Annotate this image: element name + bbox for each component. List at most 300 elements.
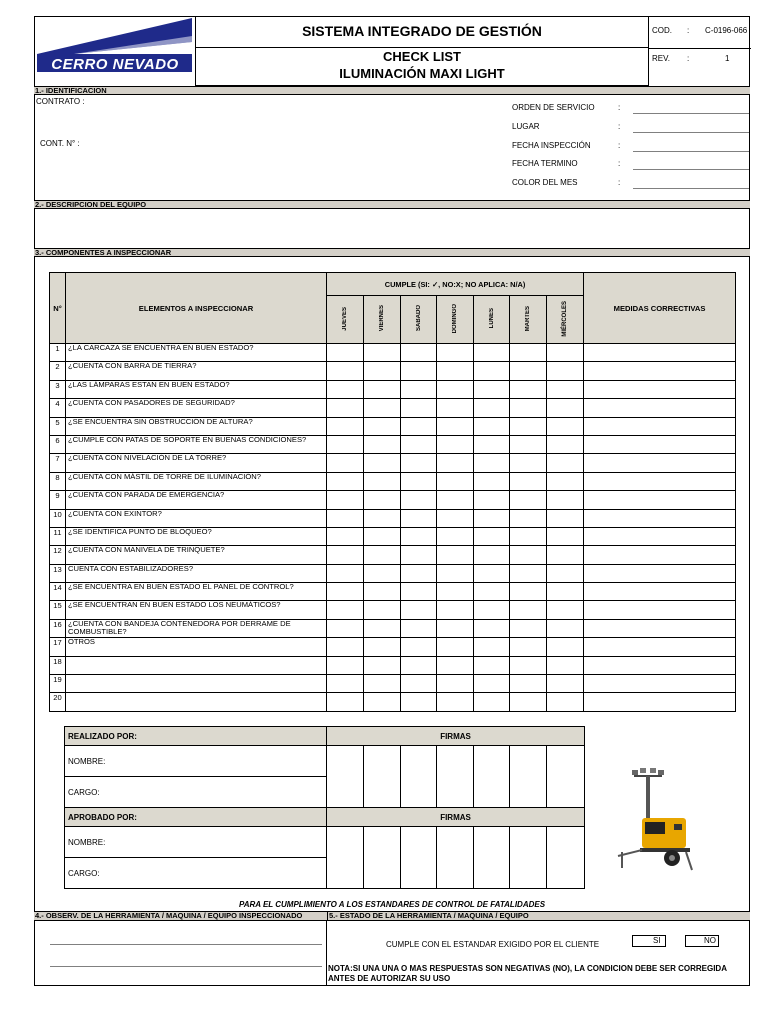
corrective-measure-cell[interactable] [584, 693, 736, 711]
day-check-cell[interactable] [474, 638, 510, 656]
day-check-cell[interactable] [547, 399, 584, 417]
day-check-cell[interactable] [364, 564, 401, 582]
field-label: FECHA INSPECCIÓN [512, 141, 591, 150]
signature-cell[interactable] [327, 746, 364, 808]
day-check-cell[interactable] [327, 362, 364, 380]
day-check-cell[interactable] [437, 638, 474, 656]
day-check-cell[interactable] [510, 546, 547, 564]
contrato-label: CONTRATO : [36, 97, 85, 106]
code-box [648, 16, 750, 86]
day-label: DOMINGO [452, 303, 458, 334]
table-row [50, 399, 736, 417]
table-row [50, 454, 736, 472]
day-check-cell[interactable] [401, 675, 437, 693]
day-check-cell[interactable] [401, 527, 437, 545]
day-check-cell[interactable] [547, 619, 584, 637]
day-check-cell[interactable] [510, 491, 547, 509]
corrective-measure-cell[interactable] [584, 527, 736, 545]
table-row [50, 546, 736, 564]
day-check-cell[interactable] [547, 601, 584, 619]
day-check-cell[interactable] [401, 546, 437, 564]
field-label: COLOR DEL MES [512, 178, 578, 187]
day-check-cell[interactable] [401, 638, 437, 656]
logo-text: CERRO NEVADO [51, 56, 179, 73]
col-elements-header: ELEMENTOS A INSPECCIONAR [66, 273, 327, 344]
day-check-cell[interactable] [327, 601, 364, 619]
day-header [327, 296, 364, 344]
day-check-cell[interactable] [510, 527, 547, 545]
day-check-cell[interactable] [510, 344, 547, 362]
table-row [50, 509, 736, 527]
section1-title: 1.- IDENTIFICACION [34, 86, 750, 95]
item-number: 9 [50, 491, 66, 509]
signature-cell[interactable] [437, 827, 474, 889]
col-n-header: N° [50, 273, 66, 344]
signature-cell[interactable] [327, 827, 364, 889]
day-header [474, 296, 510, 344]
corrective-measure-cell[interactable] [584, 362, 736, 380]
item-number: 14 [50, 583, 66, 601]
system-title: SISTEMA INTEGRADO DE GESTIÓN [196, 16, 648, 48]
day-header [510, 296, 547, 344]
field-input-line[interactable] [633, 132, 749, 133]
day-check-cell[interactable] [474, 472, 510, 490]
day-check-cell[interactable] [437, 619, 474, 637]
item-text: ¿CUENTA CON PASADORES DE SEGURIDAD? [66, 399, 327, 417]
corrective-measure-cell[interactable] [584, 491, 736, 509]
item-text: ¿CUENTA CON NIVELACIÓN DE LA TORRE? [66, 454, 327, 472]
day-check-cell[interactable] [364, 527, 401, 545]
table-row [50, 435, 736, 453]
day-check-cell[interactable] [474, 417, 510, 435]
footer-divider [326, 921, 327, 986]
day-check-cell[interactable] [327, 546, 364, 564]
day-check-cell[interactable] [327, 527, 364, 545]
day-check-cell[interactable] [327, 583, 364, 601]
day-header [401, 296, 437, 344]
day-check-cell[interactable] [437, 675, 474, 693]
corrective-measure-cell[interactable] [584, 454, 736, 472]
light-tower-image [612, 756, 708, 892]
item-number: 17 [50, 638, 66, 656]
day-check-cell[interactable] [327, 417, 364, 435]
day-label: MIÉRCOLES [562, 300, 569, 337]
day-check-cell[interactable] [327, 399, 364, 417]
item-number: 13 [50, 564, 66, 582]
day-check-cell[interactable] [510, 583, 547, 601]
day-check-cell[interactable] [510, 693, 547, 711]
day-check-cell[interactable] [364, 583, 401, 601]
table-row [50, 527, 736, 545]
day-check-cell[interactable] [547, 546, 584, 564]
day-label: MARTES [525, 305, 531, 332]
signature-cell[interactable] [547, 827, 585, 889]
day-check-cell[interactable] [547, 527, 584, 545]
day-check-cell[interactable] [401, 454, 437, 472]
day-check-cell[interactable] [364, 656, 401, 674]
day-check-cell[interactable] [474, 546, 510, 564]
item-number: 19 [50, 675, 66, 693]
day-check-cell[interactable] [364, 417, 401, 435]
logo-mountain-icon [34, 16, 196, 86]
day-check-cell[interactable] [474, 454, 510, 472]
day-check-cell[interactable] [437, 344, 474, 362]
item-number: 12 [50, 546, 66, 564]
day-check-cell[interactable] [364, 362, 401, 380]
field-input-line[interactable] [633, 151, 749, 152]
day-check-cell[interactable] [547, 564, 584, 582]
day-check-cell[interactable] [327, 380, 364, 398]
aprobado-cargo[interactable]: CARGO: [65, 858, 327, 889]
col-medidas-header: MEDIDAS CORRECTIVAS [584, 273, 736, 344]
day-check-cell[interactable] [510, 454, 547, 472]
cod-label: COD. [652, 26, 672, 35]
item-number: 20 [50, 693, 66, 711]
table-row [50, 693, 736, 711]
day-check-cell[interactable] [327, 472, 364, 490]
no-label: NO [704, 936, 716, 945]
field-separator: : [618, 141, 621, 150]
item-text: ¿CUENTA CON MANIVELA DE TRINQUETE? [66, 546, 327, 564]
realizado-nombre[interactable]: NOMBRE: [65, 746, 327, 777]
rev-label: REV. [652, 54, 670, 63]
field-label: FECHA TERMINO [512, 159, 578, 168]
day-check-cell[interactable] [547, 491, 584, 509]
item-number: 7 [50, 454, 66, 472]
day-header [437, 296, 474, 344]
signature-cell[interactable] [474, 827, 510, 889]
field-input-line[interactable] [633, 169, 749, 170]
day-check-cell[interactable] [510, 656, 547, 674]
item-text: ¿SE ENCUENTRAN EN BUEN ESTADO LOS NEUMÁTICOS? [66, 601, 327, 619]
day-check-cell[interactable] [401, 693, 437, 711]
aprobado-nombre[interactable]: NOMBRE: [65, 827, 327, 858]
day-check-cell[interactable] [327, 491, 364, 509]
item-text [66, 675, 327, 693]
day-check-cell[interactable] [547, 638, 584, 656]
day-check-cell[interactable] [401, 417, 437, 435]
item-number: 3 [50, 380, 66, 398]
day-check-cell[interactable] [474, 362, 510, 380]
day-check-cell[interactable] [401, 564, 437, 582]
day-check-cell[interactable] [510, 472, 547, 490]
section2-title: 2.- DESCRIPCION DEL EQUIPO [34, 200, 750, 209]
item-text: ¿LAS LÁMPARAS ESTAN EN BUEN ESTADO? [66, 380, 327, 398]
field-input-line[interactable] [633, 113, 749, 114]
inspection-table [49, 272, 736, 712]
si-label: SI [653, 936, 661, 945]
day-check-cell[interactable] [474, 601, 510, 619]
day-check-cell[interactable] [474, 344, 510, 362]
item-number: 4 [50, 399, 66, 417]
day-check-cell[interactable] [510, 509, 547, 527]
day-check-cell[interactable] [327, 344, 364, 362]
corrective-measure-cell[interactable] [584, 601, 736, 619]
day-check-cell[interactable] [401, 380, 437, 398]
day-check-cell[interactable] [364, 546, 401, 564]
day-check-cell[interactable] [364, 619, 401, 637]
day-check-cell[interactable] [510, 435, 547, 453]
day-check-cell[interactable] [510, 601, 547, 619]
signature-cell[interactable] [437, 746, 474, 808]
day-check-cell[interactable] [364, 435, 401, 453]
section4-title: 4.- OBSERV. DE LA HERRAMIENTA / MAQUINA / EQUIPO INSPECCIONADO [35, 911, 303, 920]
day-check-cell[interactable] [510, 638, 547, 656]
light-tower-trailer-icon [612, 756, 708, 892]
day-check-cell[interactable] [437, 527, 474, 545]
day-check-cell[interactable] [547, 472, 584, 490]
doc-title-1: CHECK LIST [383, 49, 461, 64]
col-cumple-header: CUMPLE (SI: ✓, NO:X; NO APLICA: N/A) [327, 273, 584, 296]
day-check-cell[interactable] [474, 693, 510, 711]
day-check-cell[interactable] [547, 509, 584, 527]
day-check-cell[interactable] [437, 564, 474, 582]
observation-line-2[interactable] [50, 966, 322, 967]
day-check-cell[interactable] [474, 675, 510, 693]
field-label: LUGAR [512, 122, 540, 131]
corrective-measure-cell[interactable] [584, 675, 736, 693]
day-check-cell[interactable] [327, 656, 364, 674]
item-number: 11 [50, 527, 66, 545]
day-check-cell[interactable] [364, 399, 401, 417]
nota-text: NOTA:SI UNA UNA O MAS RESPUESTAS SON NEGATIVAS (NO), LA CONDICION DEBE SER CORREGIDA ANTES DE AUTORIZAR SU USO [328, 964, 727, 983]
day-check-cell[interactable] [474, 380, 510, 398]
corrective-measure-cell[interactable] [584, 564, 736, 582]
item-text: ¿CUENTA CON EXINTOR? [66, 509, 327, 527]
signature-cell[interactable] [474, 746, 510, 808]
signature-cell[interactable] [364, 827, 401, 889]
item-text: ¿CUMPLE CON PATAS DE SOPORTE EN BUENAS CONDICIONES? [66, 435, 327, 453]
day-header [547, 296, 584, 344]
equipment-description-area[interactable] [34, 210, 750, 248]
table-row [50, 472, 736, 490]
day-check-cell[interactable] [327, 564, 364, 582]
section5-title: 5.- ESTADO DE LA HERRAMIENTA / MAQUINA / EQUIPO [327, 911, 747, 920]
day-check-cell[interactable] [474, 399, 510, 417]
day-label: LUNES [488, 308, 495, 329]
day-check-cell[interactable] [327, 435, 364, 453]
day-check-cell[interactable] [401, 619, 437, 637]
day-check-cell[interactable] [401, 399, 437, 417]
item-text: ¿CUENTA CON BARRA DE TIERRA? [66, 362, 327, 380]
table-row [50, 601, 736, 619]
day-check-cell[interactable] [474, 583, 510, 601]
day-check-cell[interactable] [474, 527, 510, 545]
day-check-cell[interactable] [364, 472, 401, 490]
item-number: 10 [50, 509, 66, 527]
firmas-header-1: FIRMAS [327, 727, 585, 746]
day-check-cell[interactable] [474, 619, 510, 637]
corrective-measure-cell[interactable] [584, 546, 736, 564]
table-row [50, 344, 736, 362]
day-check-cell[interactable] [327, 693, 364, 711]
day-check-cell[interactable] [364, 693, 401, 711]
day-check-cell[interactable] [401, 601, 437, 619]
item-number: 15 [50, 601, 66, 619]
corrective-measure-cell[interactable] [584, 344, 736, 362]
day-check-cell[interactable] [510, 399, 547, 417]
day-header [364, 296, 401, 344]
cod-value: C-0196-066 [705, 26, 748, 35]
day-check-cell[interactable] [510, 362, 547, 380]
day-check-cell[interactable] [437, 362, 474, 380]
item-text: ¿SE ENCUENTRA EN BUEN ESTADO EL PANEL DE CONTROL? [66, 583, 327, 601]
day-check-cell[interactable] [437, 693, 474, 711]
item-text: CUENTA CON ESTABILIZADORES? [66, 564, 327, 582]
day-label: VIERNES [379, 305, 385, 332]
day-check-cell[interactable] [437, 601, 474, 619]
day-check-cell[interactable] [364, 380, 401, 398]
item-number: 1 [50, 344, 66, 362]
signature-cell[interactable] [401, 827, 437, 889]
day-check-cell[interactable] [401, 362, 437, 380]
corrective-measure-cell[interactable] [584, 583, 736, 601]
field-input-line[interactable] [633, 188, 749, 189]
day-check-cell[interactable] [401, 491, 437, 509]
item-text: ¿LA CARCAZA SE ENCUENTRA EN BUEN ESTADO? [66, 344, 327, 362]
day-check-cell[interactable] [401, 583, 437, 601]
day-check-cell[interactable] [510, 380, 547, 398]
day-check-cell[interactable] [437, 399, 474, 417]
day-check-cell[interactable] [364, 454, 401, 472]
signature-cell[interactable] [401, 746, 437, 808]
corrective-measure-cell[interactable] [584, 619, 736, 637]
day-check-cell[interactable] [510, 564, 547, 582]
corrective-measure-cell[interactable] [584, 638, 736, 656]
observation-line-1[interactable] [50, 944, 322, 945]
day-check-cell[interactable] [364, 509, 401, 527]
si-checkbox[interactable] [632, 935, 666, 947]
day-check-cell[interactable] [327, 638, 364, 656]
day-check-cell[interactable] [437, 509, 474, 527]
item-number: 16 [50, 619, 66, 637]
day-check-cell[interactable] [547, 583, 584, 601]
day-check-cell[interactable] [547, 435, 584, 453]
corrective-measure-cell[interactable] [584, 435, 736, 453]
table-row [50, 417, 736, 435]
day-check-cell[interactable] [510, 619, 547, 637]
corrective-measure-cell[interactable] [584, 509, 736, 527]
cod-sep: : [687, 26, 690, 35]
day-check-cell[interactable] [547, 417, 584, 435]
day-check-cell[interactable] [547, 693, 584, 711]
item-number: 18 [50, 656, 66, 674]
day-check-cell[interactable] [364, 344, 401, 362]
day-check-cell[interactable] [437, 417, 474, 435]
day-check-cell[interactable] [510, 675, 547, 693]
item-text: ¿SE IDENTIFICA PUNTO DE BLOQUEO? [66, 527, 327, 545]
doc-title-2: ILUMINACIÓN MAXI LIGHT [339, 66, 505, 81]
realizado-label: REALIZADO POR: [65, 727, 327, 746]
corrective-measure-cell[interactable] [584, 656, 736, 674]
day-check-cell[interactable] [437, 380, 474, 398]
item-text: ¿CUENTA CON PARADA DE EMERGENCIA? [66, 491, 327, 509]
item-number: 8 [50, 472, 66, 490]
realizado-cargo[interactable]: CARGO: [65, 777, 327, 808]
corrective-measure-cell[interactable] [584, 472, 736, 490]
day-check-cell[interactable] [401, 472, 437, 490]
day-check-cell[interactable] [510, 417, 547, 435]
field-separator: : [618, 159, 621, 168]
item-text: ¿SE ENCUENTRA SIN OBSTRUCCIÓN DE ALTURA? [66, 417, 327, 435]
day-check-cell[interactable] [327, 509, 364, 527]
day-check-cell[interactable] [437, 435, 474, 453]
day-check-cell[interactable] [401, 435, 437, 453]
day-check-cell[interactable] [547, 454, 584, 472]
day-check-cell[interactable] [401, 656, 437, 674]
item-text: ¿CUENTA CON BANDEJA CONTENEDORA POR DERRAME DE COMBUSTIBLE? [66, 619, 327, 637]
day-check-cell[interactable] [437, 454, 474, 472]
table-row [50, 380, 736, 398]
section3-title: 3.- COMPONENTES A INSPECCIONAR [34, 248, 750, 257]
day-check-cell[interactable] [437, 546, 474, 564]
day-check-cell[interactable] [401, 509, 437, 527]
cumple-text: CUMPLE CON EL ESTANDAR EXIGIDO POR EL CLIENTE [386, 940, 600, 949]
signature-cell[interactable] [510, 746, 547, 808]
day-check-cell[interactable] [364, 491, 401, 509]
signature-table [64, 726, 585, 889]
day-check-cell[interactable] [437, 491, 474, 509]
signature-cell[interactable] [510, 827, 547, 889]
day-label: SABADO [415, 305, 422, 332]
item-text [66, 656, 327, 674]
firmas-header-2: FIRMAS [327, 808, 585, 827]
day-check-cell[interactable] [474, 509, 510, 527]
signature-cell[interactable] [547, 746, 585, 808]
day-check-cell[interactable] [547, 675, 584, 693]
item-text [66, 693, 327, 711]
corrective-measure-cell[interactable] [584, 417, 736, 435]
table-row [50, 491, 736, 509]
day-check-cell[interactable] [437, 472, 474, 490]
day-check-cell[interactable] [474, 564, 510, 582]
day-check-cell[interactable] [327, 675, 364, 693]
day-check-cell[interactable] [547, 656, 584, 674]
day-check-cell[interactable] [474, 656, 510, 674]
day-check-cell[interactable] [327, 454, 364, 472]
table-row [50, 656, 736, 674]
rev-value: 1 [725, 54, 730, 63]
day-check-cell[interactable] [364, 638, 401, 656]
corrective-measure-cell[interactable] [584, 399, 736, 417]
item-number: 2 [50, 362, 66, 380]
day-check-cell[interactable] [327, 619, 364, 637]
day-check-cell[interactable] [474, 491, 510, 509]
day-check-cell[interactable] [364, 675, 401, 693]
day-label: JUEVES [342, 306, 348, 331]
corrective-measure-cell[interactable] [584, 380, 736, 398]
table-row [50, 675, 736, 693]
day-check-cell[interactable] [474, 435, 510, 453]
day-check-cell[interactable] [437, 583, 474, 601]
table-row [50, 638, 736, 656]
item-text: OTROS [66, 638, 327, 656]
table-row [50, 362, 736, 380]
table-row [50, 564, 736, 582]
rev-sep: : [687, 54, 690, 63]
item-number: 6 [50, 435, 66, 453]
table-row [50, 583, 736, 601]
day-check-cell[interactable] [364, 601, 401, 619]
day-check-cell[interactable] [547, 344, 584, 362]
day-check-cell[interactable] [437, 656, 474, 674]
table-row [50, 619, 736, 637]
day-check-cell[interactable] [547, 380, 584, 398]
day-check-cell[interactable] [547, 362, 584, 380]
item-number: 5 [50, 417, 66, 435]
signature-cell[interactable] [364, 746, 401, 808]
day-check-cell[interactable] [401, 344, 437, 362]
